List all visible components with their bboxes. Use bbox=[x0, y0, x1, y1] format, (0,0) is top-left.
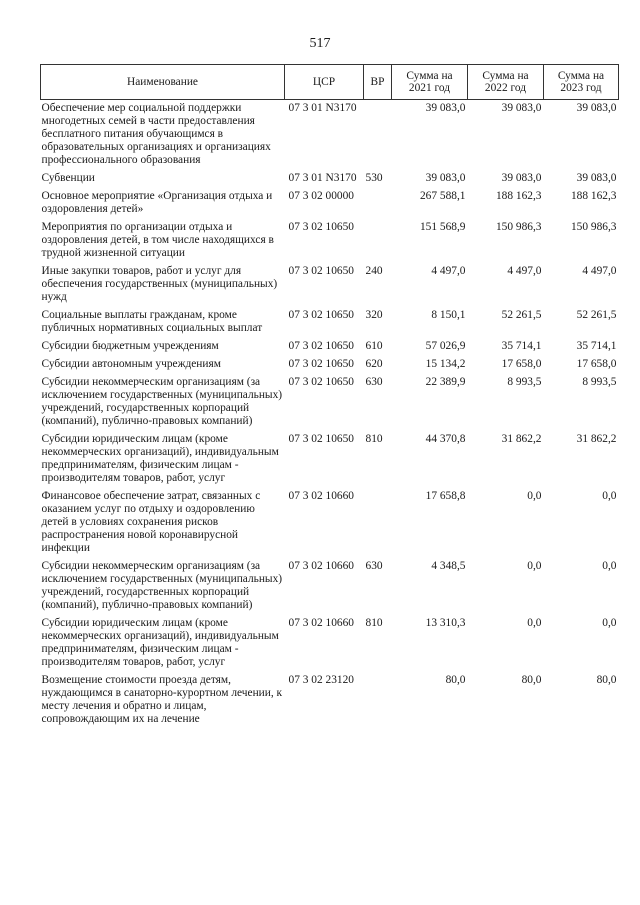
cell-name: Обеспечение мер социальной поддержки многодетных семей в части предоставления бесплатного питания обучающимся в образовательных организациях и организациях профессионального образования bbox=[41, 102, 271, 166]
cell-vr bbox=[364, 221, 392, 265]
header-sum-2023: Сумма на 2023 год bbox=[544, 65, 619, 100]
cell-sum-2021: 13 310,3 bbox=[425, 617, 466, 629]
cell-sum-2022: 52 261,5 bbox=[501, 309, 542, 321]
cell-sum-2021: 80,0 bbox=[445, 674, 466, 686]
cell-vr: 320 bbox=[365, 309, 383, 321]
cell-vr: 810 bbox=[365, 433, 383, 445]
cell-vr: 620 bbox=[365, 358, 383, 370]
table-row bbox=[41, 172, 619, 190]
cell-sum-2023: 31 862,2 bbox=[576, 433, 617, 445]
cell-vr: 810 bbox=[365, 617, 383, 629]
cell-sum-2023: 52 261,5 bbox=[576, 309, 617, 321]
table-row bbox=[41, 490, 619, 560]
cell-sum-2021: 15 134,2 bbox=[425, 358, 466, 370]
cell-name: Субсидии автономным учреждениям bbox=[41, 358, 221, 370]
page-number: 517 bbox=[309, 36, 331, 51]
table-row bbox=[41, 674, 619, 731]
header-row bbox=[41, 65, 619, 100]
cell-name: Субвенции bbox=[41, 172, 95, 184]
cell-sum-2021: 17 658,8 bbox=[425, 490, 466, 502]
table-row bbox=[41, 376, 619, 433]
cell-sum-2023: 35 714,1 bbox=[576, 340, 617, 352]
cell-vr: 630 bbox=[365, 560, 383, 572]
cell-sum-2023: 8 993,5 bbox=[582, 376, 617, 388]
cell-name: Иные закупки товаров, работ и услуг для обеспечения государственных (муниципальных) нужд bbox=[41, 265, 278, 303]
cell-sum-2022: 0,0 bbox=[527, 560, 542, 572]
header-csr: ЦСР bbox=[285, 65, 364, 100]
cell-sum-2021: 267 588,1 bbox=[419, 190, 466, 202]
cell-vr bbox=[364, 490, 392, 560]
table-row bbox=[41, 221, 619, 265]
cell-csr: 07 3 02 10650 bbox=[288, 340, 354, 352]
cell-name: Социальные выплаты гражданам, кроме публичных нормативных социальных выплат bbox=[41, 309, 263, 334]
cell-sum-2021: 44 370,8 bbox=[425, 433, 466, 445]
cell-sum-2022: 31 862,2 bbox=[501, 433, 542, 445]
cell-sum-2021: 22 389,9 bbox=[425, 376, 466, 388]
cell-csr: 07 3 02 23120 bbox=[288, 674, 354, 686]
cell-csr: 07 3 02 10650 bbox=[288, 376, 354, 388]
table-body bbox=[41, 100, 619, 732]
cell-name: Мероприятия по организации отдыха и оздоровления детей, в том числе находящихся в трудной жизненной ситуации bbox=[41, 221, 274, 259]
cell-name: Субсидии бюджетным учреждениям bbox=[41, 340, 219, 352]
header-name: Наименование bbox=[41, 65, 285, 100]
cell-vr: 530 bbox=[365, 172, 383, 184]
cell-csr: 07 3 02 10650 bbox=[288, 265, 354, 277]
cell-name: Субсидии некоммерческим организациям (за исключением государственных (муниципальных) учреждений, государственных корпораций (компаний), публично-правовых компаний) bbox=[41, 560, 283, 611]
table-header bbox=[41, 65, 619, 100]
cell-sum-2023: 188 162,3 bbox=[570, 190, 617, 202]
cell-sum-2023: 0,0 bbox=[602, 490, 617, 502]
cell-name: Субсидии юридическим лицам (кроме некоммерческих организаций), индивидуальным предпринимателям, физическим лицам - производителям товаров, работ, услуг bbox=[41, 433, 279, 484]
cell-sum-2021: 8 150,1 bbox=[431, 309, 466, 321]
cell-sum-2022: 0,0 bbox=[527, 490, 542, 502]
cell-sum-2021: 151 568,9 bbox=[419, 221, 466, 233]
cell-csr: 07 3 02 10660 bbox=[288, 490, 354, 502]
cell-sum-2021: 39 083,0 bbox=[425, 102, 466, 114]
cell-sum-2022: 39 083,0 bbox=[501, 102, 542, 114]
cell-sum-2023: 4 497,0 bbox=[582, 265, 617, 277]
cell-sum-2021: 4 348,5 bbox=[431, 560, 466, 572]
cell-csr: 07 3 01 N3170 bbox=[288, 102, 357, 114]
cell-sum-2022: 8 993,5 bbox=[507, 376, 542, 388]
cell-sum-2021: 57 026,9 bbox=[425, 340, 466, 352]
cell-sum-2022: 80,0 bbox=[521, 674, 542, 686]
cell-name: Финансовое обеспечение затрат, связанных с оказанием услуг по отдыху и оздоровлению детей в условиях сохранения рисков распространения новой коронавирусной инфекции bbox=[41, 490, 261, 554]
cell-sum-2022: 39 083,0 bbox=[501, 172, 542, 184]
cell-csr: 07 3 01 N3170 bbox=[288, 172, 357, 184]
cell-sum-2022: 188 162,3 bbox=[495, 190, 542, 202]
table-row bbox=[41, 358, 619, 376]
budget-table bbox=[40, 64, 619, 731]
header-sum-2021: Сумма на 2021 год bbox=[392, 65, 468, 100]
cell-vr bbox=[364, 190, 392, 221]
table-row bbox=[41, 560, 619, 617]
table-row bbox=[41, 265, 619, 309]
cell-vr: 240 bbox=[365, 265, 383, 277]
cell-sum-2022: 150 986,3 bbox=[495, 221, 542, 233]
cell-sum-2021: 39 083,0 bbox=[425, 172, 466, 184]
cell-csr: 07 3 02 00000 bbox=[288, 190, 354, 202]
cell-csr: 07 3 02 10650 bbox=[288, 309, 354, 321]
table-row bbox=[41, 433, 619, 490]
table-row bbox=[41, 190, 619, 221]
table-row bbox=[41, 617, 619, 674]
cell-sum-2022: 0,0 bbox=[527, 617, 542, 629]
cell-name: Основное мероприятие «Организация отдыха и оздоровления детей» bbox=[41, 190, 273, 215]
cell-sum-2023: 150 986,3 bbox=[570, 221, 617, 233]
cell-csr: 07 3 02 10650 bbox=[288, 433, 354, 445]
cell-sum-2021: 4 497,0 bbox=[431, 265, 466, 277]
cell-csr: 07 3 02 10650 bbox=[288, 358, 354, 370]
table-row bbox=[41, 340, 619, 358]
cell-csr: 07 3 02 10650 bbox=[288, 221, 354, 233]
cell-sum-2022: 35 714,1 bbox=[501, 340, 542, 352]
cell-sum-2022: 17 658,0 bbox=[501, 358, 542, 370]
cell-sum-2023: 17 658,0 bbox=[576, 358, 617, 370]
cell-sum-2022: 4 497,0 bbox=[507, 265, 542, 277]
cell-csr: 07 3 02 10660 bbox=[288, 560, 354, 572]
cell-vr bbox=[364, 100, 392, 173]
cell-sum-2023: 0,0 bbox=[602, 617, 617, 629]
cell-name: Субсидии юридическим лицам (кроме некоммерческих организаций), индивидуальным предпринимателям, физическим лицам - производителям товаров, работ, услуг bbox=[41, 617, 279, 668]
cell-vr bbox=[364, 674, 392, 731]
header-sum-2022: Сумма на 2022 год bbox=[468, 65, 544, 100]
table-row bbox=[41, 100, 619, 173]
cell-vr: 610 bbox=[365, 340, 383, 352]
cell-vr: 630 bbox=[365, 376, 383, 388]
cell-sum-2023: 0,0 bbox=[602, 560, 617, 572]
table-row bbox=[41, 309, 619, 340]
header-vr: ВР bbox=[364, 65, 392, 100]
cell-sum-2023: 39 083,0 bbox=[576, 172, 617, 184]
cell-name: Субсидии некоммерческим организациям (за исключением государственных (муниципальных) учреждений, государственных корпораций (компаний), публично-правовых компаний) bbox=[41, 376, 283, 427]
cell-sum-2023: 39 083,0 bbox=[576, 102, 617, 114]
cell-sum-2023: 80,0 bbox=[596, 674, 617, 686]
cell-csr: 07 3 02 10660 bbox=[288, 617, 354, 629]
cell-name: Возмещение стоимости проезда детям, нуждающимся в санаторно-курортном лечении, к месту лечения и обратно и лицам, сопровождающим их на лечение bbox=[41, 674, 283, 725]
